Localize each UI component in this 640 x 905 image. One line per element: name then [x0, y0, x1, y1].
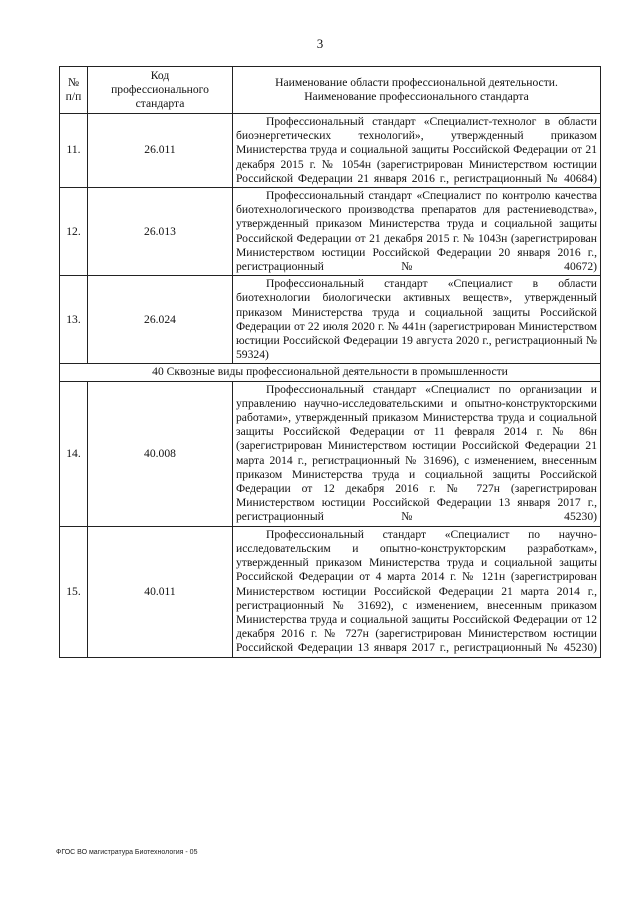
row-text-content: Профессиональный стандарт «Специалист по научно-исследовательским и опытно-конструкторским разработкам», утвержденный приказом Министерства труда и социальной защиты Российской Федерации от 4 марта 2014 г. № 121н (зарегистрирован Министерством юстиции Российской Федерации 21 марта 2014 г., регистрационный № 31692), с изменением, внесенным приказом Министерства труда и социальной защиты Российской Федерации от 12 декабря 2016 г. № 727н (зарегистрирован Министерством юстиции Российской Федерации 13 января 2017 г., регистрационный № 45230): [236, 527, 597, 655]
table-row: [60, 114, 601, 188]
table-row: [60, 526, 601, 657]
row-number: 15.: [60, 526, 88, 657]
row-text: [233, 381, 601, 526]
standards-table: [59, 66, 601, 658]
row-code: 40.008: [88, 381, 233, 526]
header-number: № п/п: [60, 67, 88, 114]
header-name: Наименование области профессиональной деятельности. Наименование профессионального стандарта: [233, 67, 601, 114]
table-header-row: [60, 67, 601, 114]
row-text-content: Профессиональный стандарт «Специалист по организации и управлению научно-исследовательскими и опытно-конструкторскими работами», утвержденный приказом Министерства труда и социальной защиты Российской Федерации от 11 февраля 2014 г. № 86н (зарегистрирован Министерством юстиции Российской Федерации 21 марта 2014 г., регистрационный № 31696), с изменением, внесенным приказом Министерства труда и социальной защиты Российской Федерации от 12 декабря 2016 г. № 727н (зарегистрирован Министерством юстиции Российской Федерации 13 января 2017 г., регистрационный № 45230): [236, 382, 597, 524]
table-row: [60, 188, 601, 276]
page-footer: ФГОС ВО магистратура Биотехнология - 05: [56, 849, 198, 856]
header-code: Код профессионального стандарта: [88, 67, 233, 114]
row-number: 12.: [60, 188, 88, 276]
row-number: 13.: [60, 276, 88, 364]
row-code: 40.011: [88, 526, 233, 657]
row-code: 26.011: [88, 114, 233, 188]
row-text: [233, 188, 601, 276]
row-number: 11.: [60, 114, 88, 188]
row-text-content: Профессиональный стандарт «Специалист в области биотехнологии биологически активных веществ», утвержденный приказом Министерства труда и социальной защиты Российской Федерации от 22 июля 2020 г. № 441н (зарегистрирован Министерством юстиции Российской Федерации 19 августа 2020 г., регистрационный № 59324): [236, 277, 597, 362]
table-row: [60, 381, 601, 526]
row-text-content: Профессиональный стандарт «Специалист по контролю качества биотехнологического производства препаратов для растениеводства», утвержденный приказом Министерства труда и социальной защиты Российской Федерации от 21 декабря 2015 г. № 1043н (зарегистрирован Министерством юстиции Российской Федерации 20 января 2016 г., регистрационный № 40672): [236, 189, 597, 274]
section-row: [60, 364, 601, 381]
row-text: [233, 526, 601, 657]
table-row: [60, 276, 601, 364]
row-code: 26.024: [88, 276, 233, 364]
section-title: 40 Сквозные виды профессиональной деятельности в промышленности: [60, 364, 601, 381]
row-text: [233, 276, 601, 364]
row-text-content: Профессиональный стандарт «Специалист-технолог в области биоэнергетических технологий», утвержденный приказом Министерства труда и социальной защиты Российской Федерации от 21 декабря 2015 г. № 1054н (зарегистрирован Министерством юстиции Российской Федерации 21 января 2016 г., регистрационный № 40684): [236, 115, 597, 185]
row-number: 14.: [60, 381, 88, 526]
row-text: [233, 114, 601, 188]
page-number: 3: [316, 36, 324, 51]
row-code: 26.013: [88, 188, 233, 276]
